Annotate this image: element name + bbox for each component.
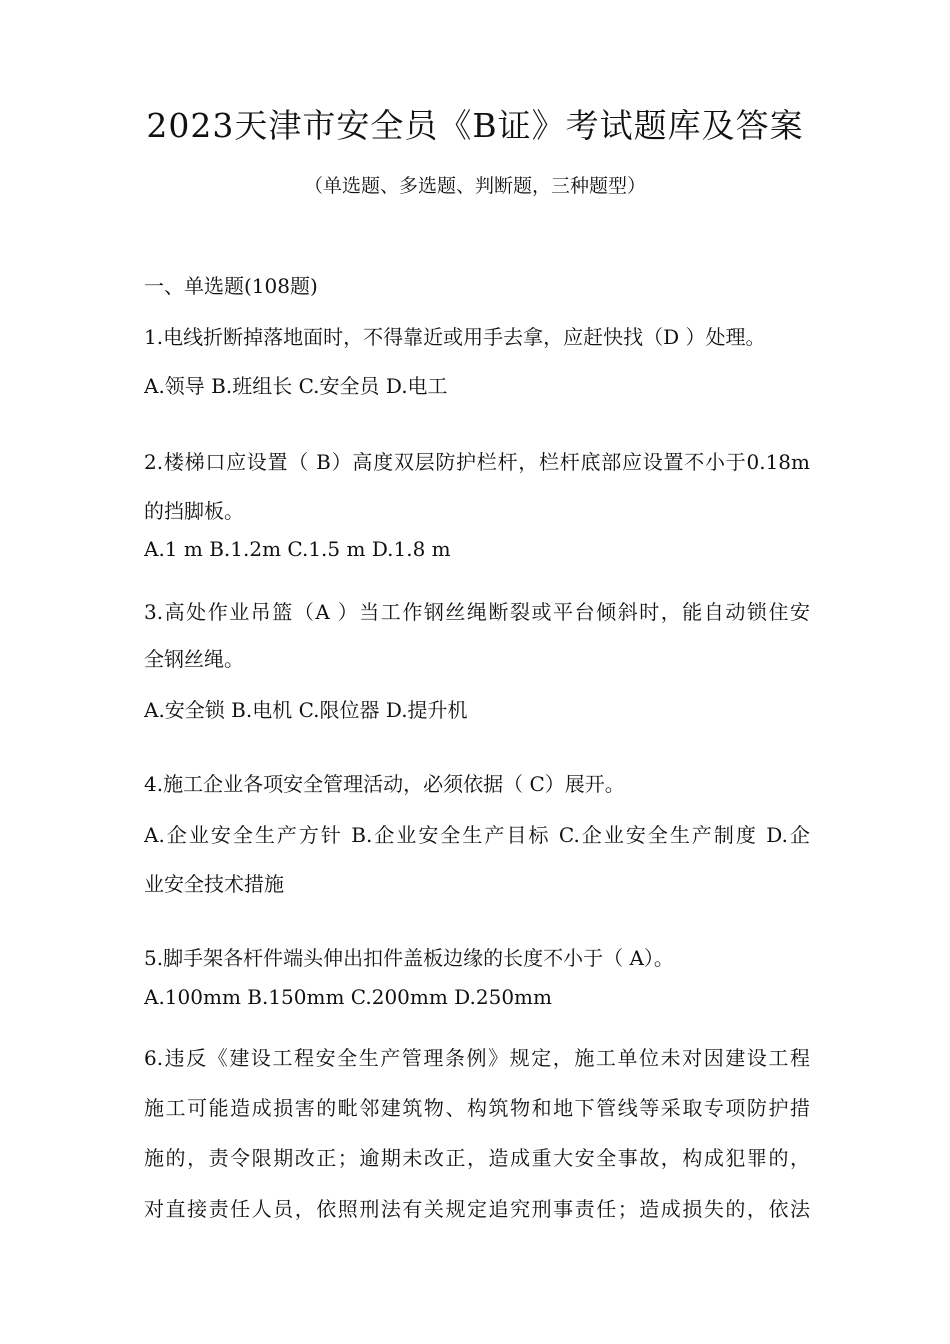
question-1-options: A.领导 B.班组长 C.安全员 D.电工: [144, 374, 448, 398]
question-2-stem-line-1: 2.楼梯口应设置（ B）高度双层防护栏杆，栏杆底部应设置不小于0.18m: [144, 450, 810, 474]
document-title: 2023天津市安全员《B证》考试题库及答案: [146, 106, 804, 145]
question-6-stem-line-1: 6.违反《建设工程安全生产管理条例》规定，施工单位未对因建设工程: [144, 1046, 810, 1070]
question-3-options: A.安全锁 B.电机 C.限位器 D.提升机: [144, 698, 468, 722]
question-3-stem-line-2: 全钢丝绳。: [144, 647, 244, 671]
question-1-stem: 1.电线折断掉落地面时，不得靠近或用手去拿，应赶快找（D ）处理。: [144, 325, 766, 349]
question-3-stem-line-1: 3.高处作业吊篮（A ）当工作钢丝绳断裂或平台倾斜时，能自动锁住安: [144, 600, 810, 624]
section-heading: 一、单选题(108题): [144, 274, 318, 298]
question-5-options: A.100mm B.150mm C.200mm D.250mm: [144, 985, 552, 1009]
question-6-stem-line-3: 施的，责令限期改正；逾期未改正，造成重大安全事故，构成犯罪的，: [144, 1146, 810, 1170]
question-4-options-line-1: A.企业安全生产方针 B.企业安全生产目标 C.企业安全生产制度 D.企: [144, 823, 810, 847]
document-subtitle: （单选题、多选题、判断题，三种题型）: [303, 175, 646, 197]
question-6-stem-line-4: 对直接责任人员，依照刑法有关规定追究刑事责任；造成损失的，依法: [144, 1197, 810, 1221]
question-6-stem-line-2: 施工可能造成损害的毗邻建筑物、构筑物和地下管线等采取专项防护措: [144, 1096, 810, 1120]
question-4-options-line-2: 业安全技术措施: [144, 872, 284, 896]
question-4-stem: 4.施工企业各项安全管理活动，必须依据（ C）展开。: [144, 772, 625, 796]
question-2-options: A.1 m B.1.2m C.1.5 m D.1.8 m: [144, 537, 451, 561]
question-5-stem: 5.脚手架各杆件端头伸出扣件盖板边缘的长度不小于（ A）。: [144, 946, 674, 970]
question-2-stem-line-2: 的挡脚板。: [144, 499, 244, 523]
